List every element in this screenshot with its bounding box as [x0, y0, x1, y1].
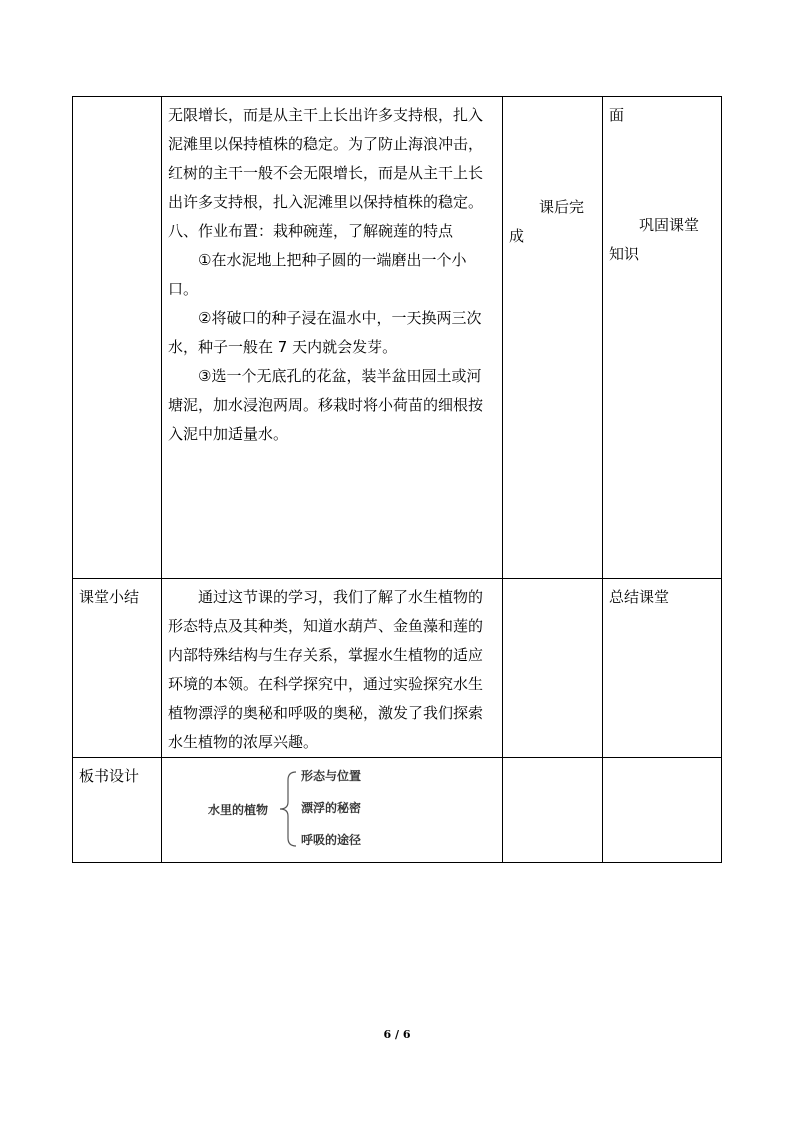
activity-line-1: 课后完: [539, 198, 585, 216]
row-label-cell: [73, 97, 162, 579]
board-branch-1: 形态与位置: [301, 769, 362, 783]
purpose-line-2: 知识: [609, 245, 640, 263]
content-cell: [162, 97, 503, 579]
homework-step-1: ①在水泥地上把种子圆的一端磨出一个小口。: [168, 251, 467, 298]
brace-icon: [278, 770, 298, 848]
board-design-cell: [162, 758, 503, 863]
summary-purpose: 总结课堂: [609, 588, 670, 606]
activity-line-2: 成: [509, 227, 525, 245]
purpose-continuation: 面: [609, 106, 625, 124]
purpose-cell: [603, 97, 722, 579]
summary-paragraph: 通过这节课的学习，我们了解了水生植物的形态特点及其种类，知道水葫芦、金鱼藻和莲的内部特殊结构与生存关系，掌握水生植物的适应环境的本领。在科学探究中，通过实验探究水生植物漂浮的奥秘和呼吸的奥秘，激发了我们探索水生植物的浓厚兴趣。: [168, 588, 484, 751]
purpose-cell: [603, 758, 722, 863]
board-branch-3: 呼吸的途径: [301, 833, 362, 847]
lesson-plan-table: [72, 96, 722, 863]
board-branch-2: 漂浮的秘密: [301, 801, 362, 815]
table-row: [73, 579, 722, 758]
homework-step-2: ②将破口的种子浸在温水中，一天换两三次水，种子一般在 7 天内就会发芽。: [168, 309, 482, 356]
purpose-line-1: 巩固课堂: [639, 216, 700, 234]
activity-cell: [503, 758, 603, 863]
activity-cell: [503, 579, 603, 758]
row-label-summary: 课堂小结: [73, 579, 162, 758]
summary-content: [162, 579, 503, 758]
purpose-cell: [603, 579, 722, 758]
activity-cell: [503, 97, 603, 579]
table-row: [73, 758, 722, 863]
table-row: [73, 97, 722, 579]
board-center-label: 水里的植物: [208, 803, 269, 817]
board-diagram: [168, 762, 496, 854]
homework-heading: 八、作业布置：栽种碗莲，了解碗莲的特点: [168, 222, 454, 240]
homework-step-3: ③选一个无底孔的花盆，装半盆田园土或河塘泥，加水浸泡两周。移栽时将小荷苗的细根按入泥中加适量水。: [168, 367, 484, 443]
content-paragraph: 无限增长，而是从主干上长出许多支持根，扎入泥滩里以保持植株的稳定。为了防止海浪冲击，红树的主干一般不会无限增长，而是从主干上长出许多支持根，扎入泥滩里以保持植株的稳定。: [168, 106, 484, 211]
page-number: 6 / 6: [383, 1028, 411, 1041]
row-label-board: 板书设计: [73, 758, 162, 863]
